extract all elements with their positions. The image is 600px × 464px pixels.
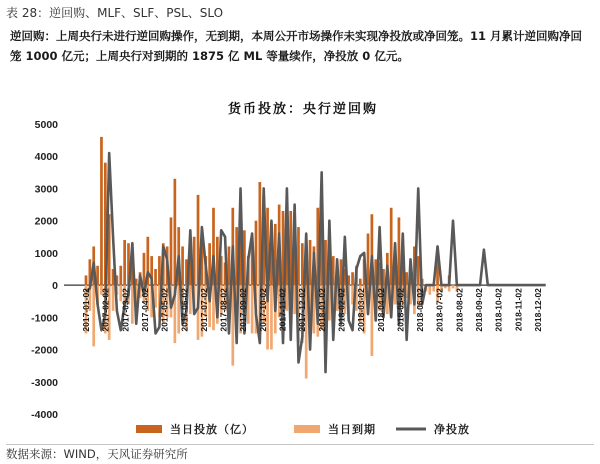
legend-label: 当日投放（亿） bbox=[170, 423, 254, 436]
issue-bar bbox=[417, 256, 420, 285]
issue-bar bbox=[154, 269, 157, 285]
maturity-bar bbox=[92, 285, 95, 346]
chart-note: 逆回购：上周央行未进行逆回购操作，无到期，本周公开市场操作未实现净投放或净回笼。11 月累计逆回购净回笼 1000 亿元；上周央行对到期的 1875 亿 ML 等量续作，净投放 0 亿元。 bbox=[10, 29, 583, 63]
table-caption: 表 28：逆回购、MLF、SLF、PSL、SLO bbox=[6, 6, 224, 20]
y-tick-label: -4000 bbox=[31, 409, 58, 421]
maturity-bar bbox=[131, 285, 134, 324]
x-tick-label: 2018-02-02 bbox=[336, 288, 347, 332]
x-tick-label: 2017-09-02 bbox=[238, 288, 249, 332]
y-tick-label: 1000 bbox=[34, 247, 58, 260]
y-tick-label: 4000 bbox=[34, 151, 58, 164]
y-tick-label: 2000 bbox=[34, 215, 58, 228]
x-tick-label: 2017-07-02 bbox=[198, 288, 209, 332]
issue-bar bbox=[119, 266, 122, 285]
legend bbox=[136, 422, 470, 436]
maturity-bar bbox=[452, 285, 455, 288]
x-tick-label: 2018-01-02 bbox=[316, 288, 327, 332]
legend-label: 净投放 bbox=[434, 423, 470, 436]
issue-bar bbox=[390, 208, 393, 285]
y-tick-label: 0 bbox=[52, 280, 58, 293]
maturity-bar bbox=[189, 285, 192, 314]
legend-label: 当日到期 bbox=[328, 423, 376, 436]
issue-bar bbox=[367, 234, 370, 286]
x-tick-label: 2018-10-02 bbox=[493, 288, 504, 332]
issue-bar bbox=[143, 253, 146, 285]
chart-title: 货币投放：央行逆回购 bbox=[227, 102, 379, 117]
y-tick-label: -1000 bbox=[31, 312, 58, 325]
x-tick-label: 2018-03-02 bbox=[356, 288, 367, 332]
x-tick-label: 2017-05-02 bbox=[159, 288, 170, 332]
x-tick-label: 2017-03-02 bbox=[120, 288, 131, 332]
y-tick-label: 3000 bbox=[34, 183, 58, 196]
x-tick-label: 2017-04-02 bbox=[140, 288, 150, 332]
maturity-bar bbox=[270, 285, 273, 349]
legend-swatch bbox=[294, 425, 320, 433]
y-tick-label: -2000 bbox=[31, 344, 58, 357]
x-tick-label: 2018-07-02 bbox=[434, 288, 445, 332]
issue-bar bbox=[351, 272, 354, 285]
x-tick-label: 2017-02-02 bbox=[100, 288, 111, 332]
x-tick-label: 2017-01-02 bbox=[81, 288, 91, 332]
x-tick-label: 2018-05-02 bbox=[395, 288, 406, 332]
issue-bar bbox=[181, 246, 184, 285]
issue-bar bbox=[123, 240, 126, 285]
x-tick-label: 2018-11-02 bbox=[513, 288, 524, 332]
x-tick-label: 2018-04-02 bbox=[375, 288, 386, 332]
x-tick-label: 2018-09-02 bbox=[474, 288, 484, 332]
x-tick-label: 2017-08-02 bbox=[218, 288, 229, 332]
issue-bar bbox=[359, 279, 362, 285]
x-tick-label: 2017-10-02 bbox=[257, 288, 268, 332]
maturity-bar bbox=[428, 285, 431, 295]
x-tick-label: 2018-12-02 bbox=[533, 288, 543, 332]
maturity-bar bbox=[251, 285, 254, 333]
bottom-rule bbox=[6, 444, 594, 445]
issue-bar bbox=[174, 179, 177, 285]
net-line bbox=[86, 153, 546, 372]
x-tick-label: 2017-12-02 bbox=[297, 288, 308, 332]
x-tick-label: 2017-11-02 bbox=[277, 288, 288, 332]
maturity-bar bbox=[371, 285, 374, 356]
issue-bar bbox=[309, 240, 312, 285]
y-tick-label: 5000 bbox=[34, 119, 58, 131]
legend-swatch bbox=[136, 425, 162, 433]
x-tick-label: 2018-08-02 bbox=[454, 288, 465, 332]
chart-svg bbox=[6, 80, 594, 442]
net-line-series bbox=[86, 153, 546, 372]
y-tick-label: -3000 bbox=[31, 376, 58, 389]
issue-bar bbox=[170, 217, 173, 285]
chart-panel bbox=[6, 20, 594, 444]
x-tick-label: 2017-06-02 bbox=[179, 288, 190, 332]
source-note: 数据来源：WIND，天风证券研究所 bbox=[6, 447, 188, 461]
maturity-bar bbox=[212, 285, 215, 330]
issue-bar bbox=[85, 275, 88, 285]
x-tick-label: 2018-06-02 bbox=[415, 288, 426, 332]
issue-bar bbox=[100, 137, 103, 285]
maturity-bar bbox=[112, 285, 115, 311]
